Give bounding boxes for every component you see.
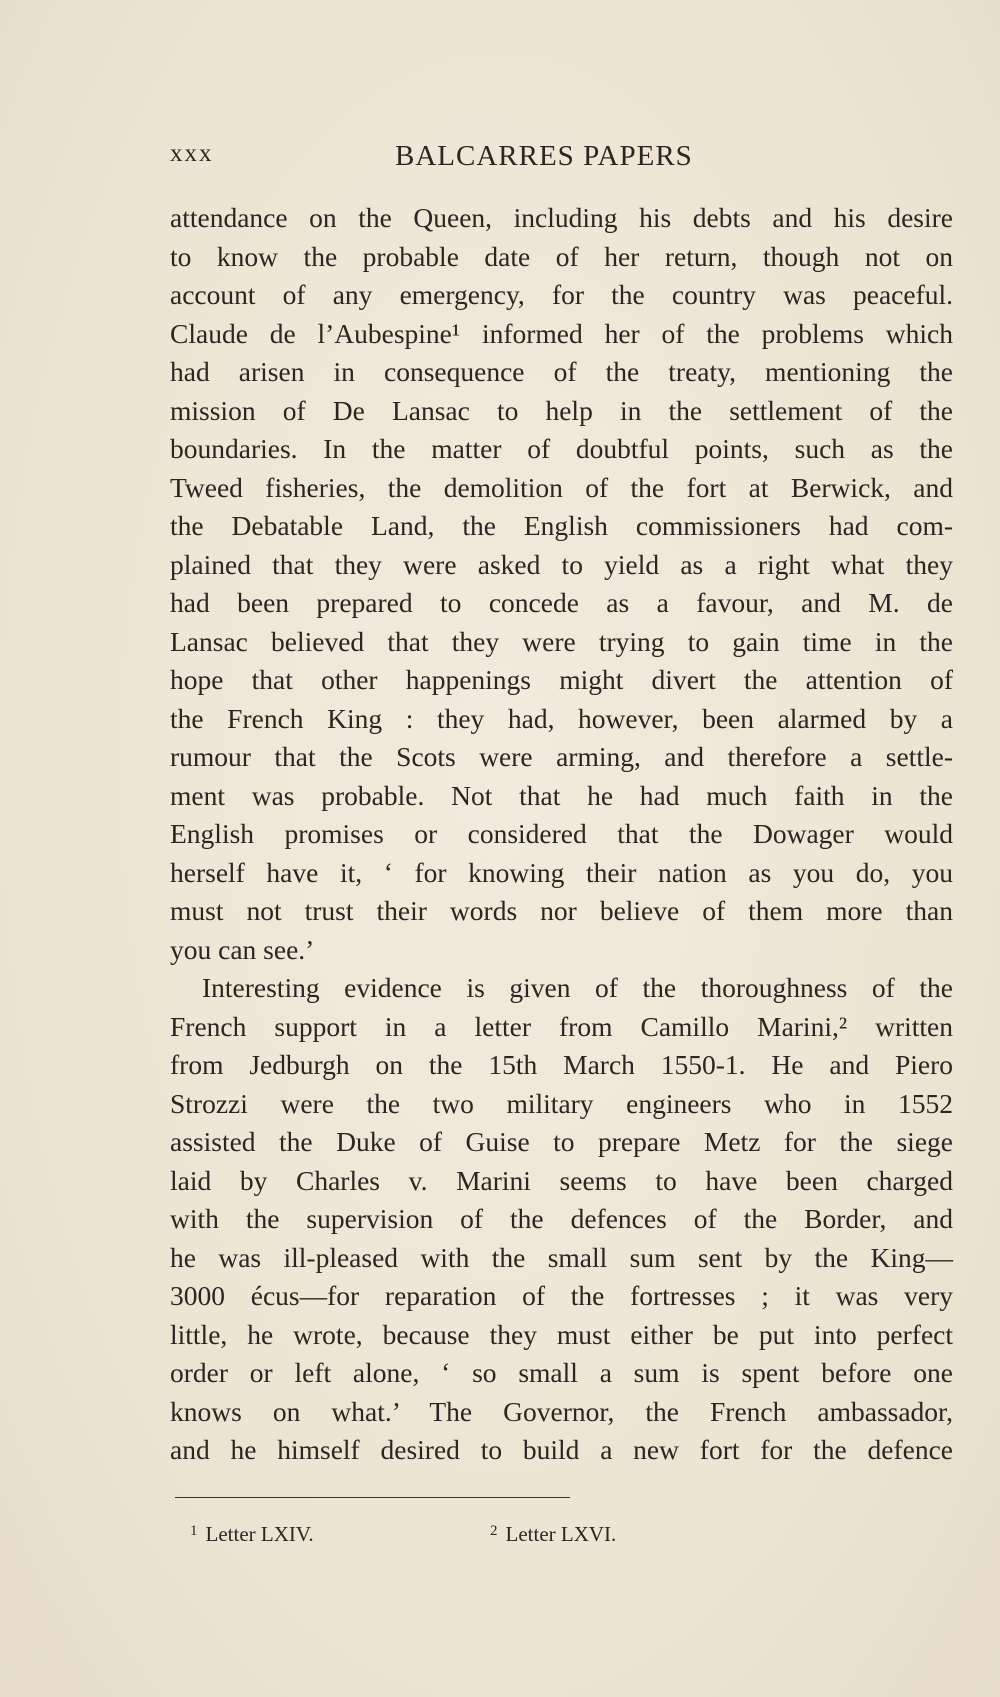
- running-title: BALCARRES PAPERS: [395, 140, 693, 172]
- page-header: [170, 140, 953, 176]
- footnote-1: [190, 1522, 314, 1547]
- text-line: knows on what.’ The Governor, the French ambassador,: [170, 1395, 953, 1427]
- footnote-marker: 1: [190, 1523, 198, 1539]
- text-line: boundaries. In the matter of doubtful points, such as the: [170, 433, 953, 464]
- footnote-marker: 2: [490, 1523, 498, 1539]
- page-number: xxx: [170, 140, 214, 167]
- text-line: from Jedburgh on the 15th March 1550-1. He and Piero: [170, 1049, 953, 1080]
- text-line: French support in a letter from Camillo Marini,² written: [170, 1010, 953, 1042]
- text-line: account of any emergency, for the country was peaceful.: [170, 279, 953, 310]
- text-line: 3000 écus—for reparation of the fortresses ; it was very: [170, 1280, 953, 1311]
- text-line: must not trust their words nor believe of them more than: [170, 895, 953, 926]
- text-line: Interesting evidence is given of the thoroughness of the: [202, 972, 953, 1003]
- text-line: plained that they were asked to yield as a right what they: [170, 548, 953, 580]
- text-line: and he himself desired to build a new fort for the defence: [170, 1434, 953, 1465]
- footnote-divider: [175, 1497, 570, 1498]
- text-line: hope that other happenings might divert the attention of: [170, 664, 953, 695]
- text-line: had been prepared to concede as a favour, and M. de: [170, 587, 953, 618]
- text-line: order or left alone, ‘ so small a sum is spent before one: [170, 1357, 953, 1388]
- text-line: you can see.’: [170, 933, 315, 965]
- text-line: rumour that the Scots were arming, and therefore a settle-: [170, 741, 953, 772]
- text-line: Claude de l’Aubespine¹ informed her of the problems which: [170, 317, 953, 349]
- text-line: English promises or considered that the Dowager would: [170, 818, 953, 849]
- text-line: with the supervision of the defences of the Border, and: [170, 1203, 953, 1234]
- body-text: [170, 199, 953, 1470]
- text-line: had arisen in consequence of the treaty, mentioning the: [170, 356, 953, 387]
- footnotes: [175, 1522, 875, 1552]
- text-line: Strozzi were the two military engineers who in 1552: [170, 1087, 953, 1119]
- text-line: assisted the Duke of Guise to prepare Metz for the siege: [170, 1126, 953, 1157]
- footnote-2: [490, 1522, 616, 1547]
- text-line: little, he wrote, because they must either be put into perfect: [170, 1318, 953, 1350]
- text-line: laid by Charles v. Marini seems to have been charged: [170, 1164, 953, 1196]
- text-line: Lansac believed that they were trying to gain time in the: [170, 625, 953, 657]
- text-line: Tweed fisheries, the demolition of the fort at Berwick, and: [170, 471, 953, 503]
- text-line: attendance on the Queen, including his debts and his desire: [170, 202, 953, 233]
- text-line: the Debatable Land, the English commissioners had com-: [170, 510, 953, 541]
- text-line: he was ill-pleased with the small sum sent by the King—: [170, 1241, 953, 1273]
- text-line: herself have it, ‘ for knowing their nation as you do, you: [170, 856, 953, 888]
- footnote-text: Letter LXVI.: [505, 1522, 617, 1546]
- text-line: ment was probable. Not that he had much faith in the: [170, 779, 953, 811]
- text-line: mission of De Lansac to help in the settlement of the: [170, 394, 953, 426]
- text-line: the French King : they had, however, been alarmed by a: [170, 702, 953, 734]
- footnote-text: Letter LXIV.: [205, 1522, 314, 1546]
- text-line: to know the probable date of her return, though not on: [170, 240, 953, 272]
